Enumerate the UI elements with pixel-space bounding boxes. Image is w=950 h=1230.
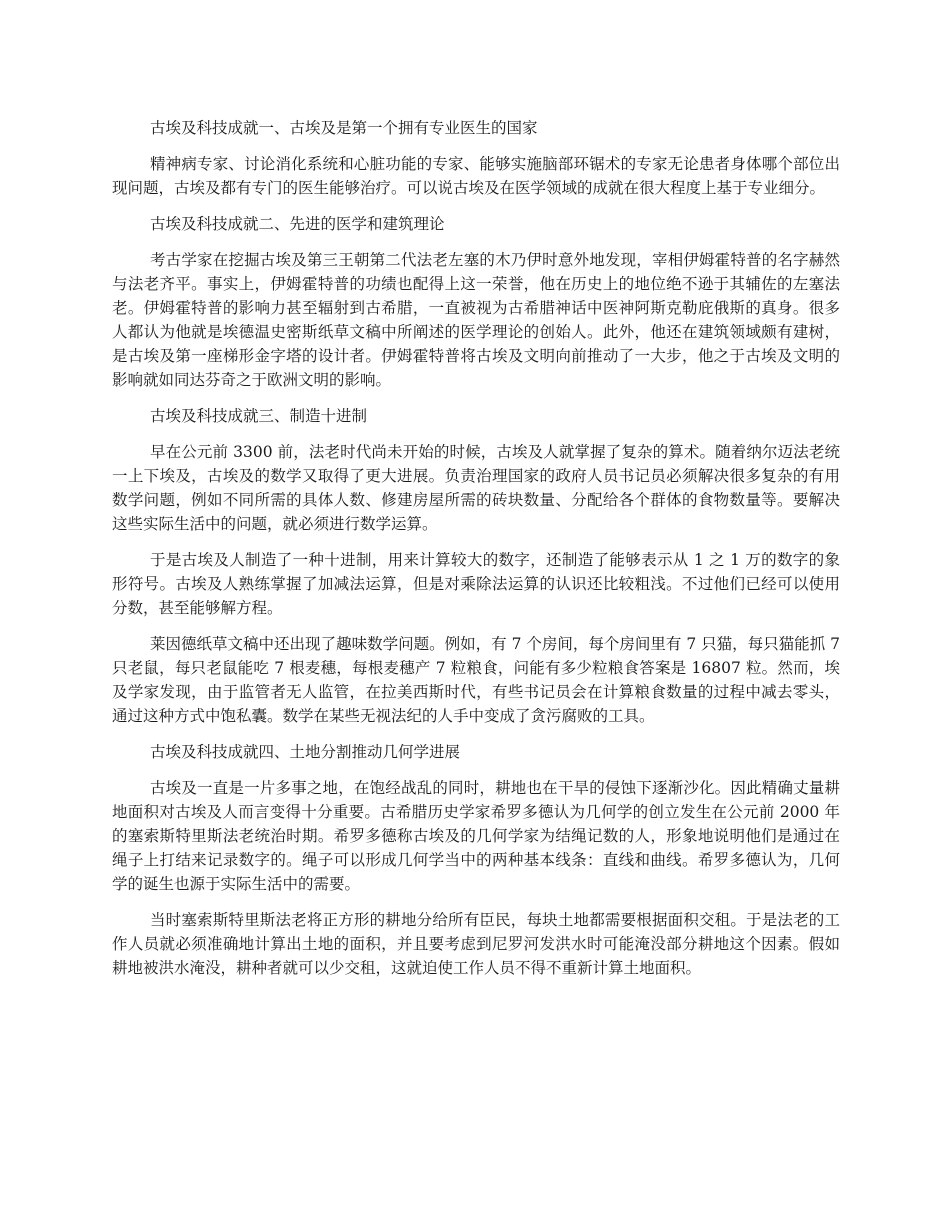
paragraph-medical-specialists: 精神病专家、讨论消化系统和心脏功能的专家、能够实施脑部环锯术的专家无论患者身体哪个部位出现问题，古埃及都有专门的医生能够治疗。可以说古埃及在医学领域的成就在很大程度上基于专业细分。 [112,155,840,197]
section-heading-3: 古埃及科技成就三、制造十进制 [150,407,368,425]
paragraph-geometry-origin: 古埃及一直是一片多事之地，在饱经战乱的同时，耕地也在干旱的侵蚀下逐渐沙化。因此精确丈量耕地面积对古埃及人而言变得十分重要。古希腊历史学家希罗多德认为几何学的创立发生在公元前 2000 年的塞索斯特里斯法老统治时期。希罗多德称古埃及的几何学家为结绳记数的人，形象地说明他们是通过在绳子上打结来记录数字的。绳子可以形成几何学当中的两种基本线条：直线和曲线。希罗多德认为，几何学的诞生也源于实际生活中的需要。 [112,779,840,893]
paragraph-early-arithmetic: 早在公元前 3300 前，法老时代尚未开始的时候，古埃及人就掌握了复杂的算术。随着纳尔迈法老统一上下埃及，古埃及的数学又取得了更大进展。负责治理国家的政府人员书记员必须解决很多复杂的有用数学问题，例如不同所需的具体人数、修建房屋所需的砖块数量、分配给各个群体的食物数量等。要解决这些实际生活中的问题，就必须进行数学运算。 [112,443,840,533]
paragraph-decimal-system: 于是古埃及人制造了一种十进制，用来计算较大的数字，还制造了能够表示从 1 之 1 万的数字的象形符号。古埃及人熟练掌握了加减法运算，但是对乘除法运算的认识还比较粗浅。不过他们已经可以使用分数，甚至能够解方程。 [112,551,840,617]
paragraph-imhotep: 考古学家在挖掘古埃及第三王朝第二代法老左塞的木乃伊时意外地发现，宰相伊姆霍特普的名字赫然与法老齐平。事实上，伊姆霍特普的功绩也配得上这一荣誉，他在历史上的地位绝不逊于其辅佐的左塞法老。伊姆霍特普的影响力甚至辐射到古希腊，一直被视为古希腊神话中医神阿斯克勒庇俄斯的真身。很多人都认为他就是埃德温史密斯纸草文稿中所阐述的医学理论的创始人。此外，他还在建筑领域颇有建树，是古埃及第一座梯形金字塔的设计者。伊姆霍特普将古埃及文明向前推动了一大步，他之于古埃及文明的影响就如同达芬奇之于欧洲文明的影响。 [112,251,840,389]
paragraph-land-tax: 当时塞索斯特里斯法老将正方形的耕地分给所有臣民，每块土地都需要根据面积交租。于是法老的工作人员就必须准确地计算出土地的面积，并且要考虑到尼罗河发洪水时可能淹没部分耕地这个因素。假如耕地被洪水淹没，耕种者就可以少交租，这就迫使工作人员不得不重新计算土地面积。 [112,911,840,977]
section-heading-4: 古埃及科技成就四、土地分割推动几何学进展 [150,743,461,761]
section-heading-1: 古埃及科技成就一、古埃及是第一个拥有专业医生的国家 [150,119,538,137]
document-page [112,116,840,992]
section-heading-2: 古埃及科技成就二、先进的医学和建筑理论 [150,215,445,233]
paragraph-rhind-papyrus: 莱因德纸草文稿中还出现了趣味数学问题。例如，有 7 个房间，每个房间里有 7 只猫，每只猫能抓 7 只老鼠，每只老鼠能吃 7 根麦穗，每根麦穗产 7 粒粮食，问能有多少粒粮食答案是 16807 粒。然而，埃及学家发现，由于监管者无人监管，在拉美西斯时代，有些书记员会在计算粮食数量的过程中减去零头，通过这种方式中饱私囊。数学在某些无视法纪的人手中变成了贪污腐败的工具。 [112,635,840,725]
